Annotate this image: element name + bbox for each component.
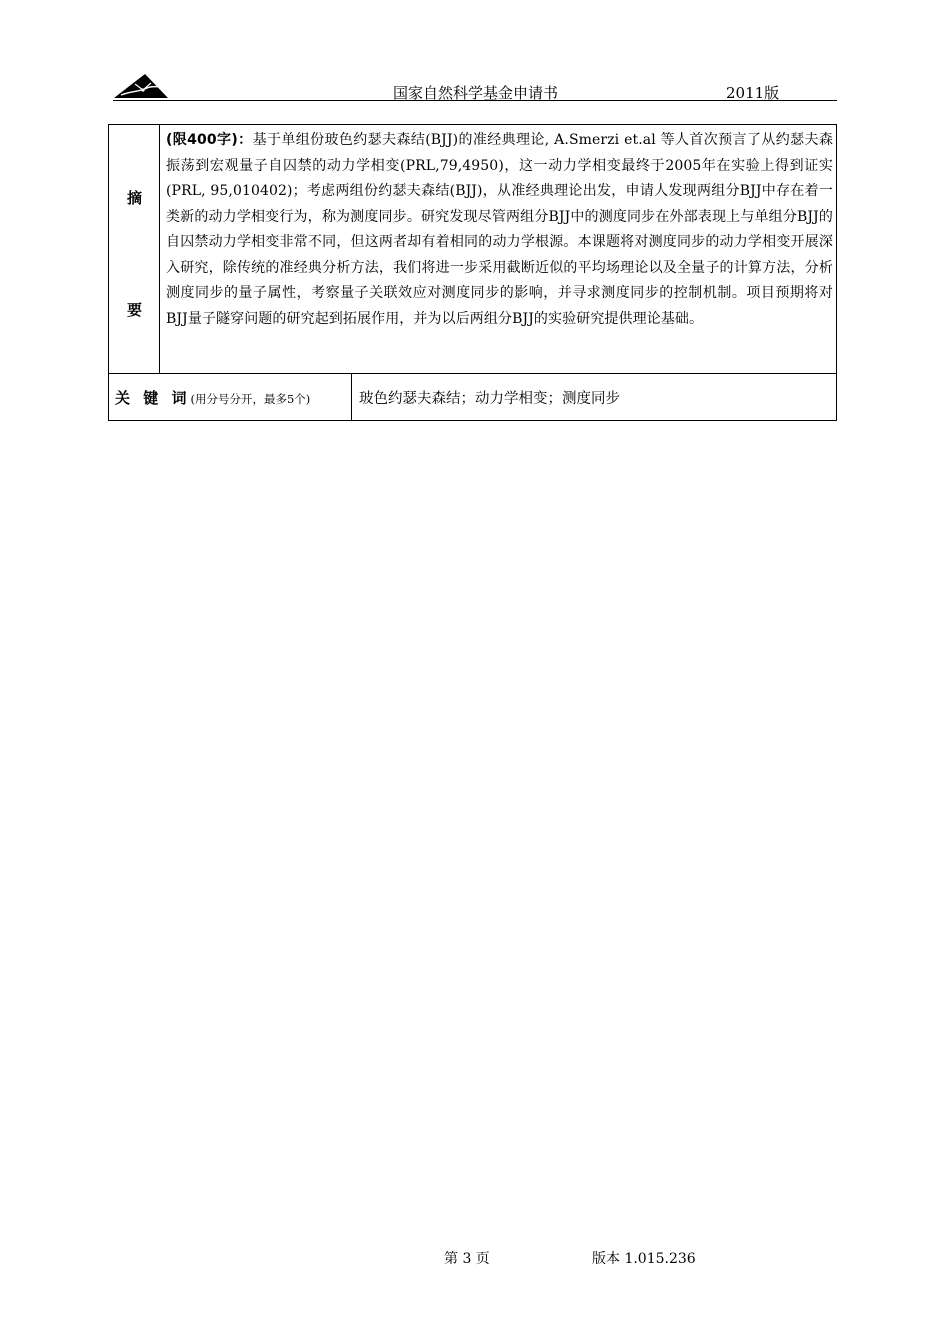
header-rule bbox=[113, 100, 837, 101]
footer-page-number: 第 3 页 bbox=[444, 1251, 490, 1267]
keywords-value: 玻色约瑟夫森结；动力学相变；测度同步 bbox=[359, 390, 620, 407]
header-title: 国家自然科学基金申请书 bbox=[393, 84, 559, 102]
abstract-text: 基于单组份玻色约瑟夫森结(BJJ)的准经典理论, A.Smerzi et.al 等人首次预言了从约瑟夫森振荡到宏观量子自囚禁的动力学相变(PRL,79,4950)，这一动力学相变最终于2005年在实验上得到证实(PRL, 95,010402)；考虑两组份约瑟夫森结(BJJ)，从准经典理论出发，申请人发现两组分BJJ中存在着一类新的动力学相变行为，称为测度同步。研究发现尽管两组分BJJ中的测度同步在外部表现上与单组分BJJ的自囚禁动力学相变非常不同，但这两者却有着相同的动力学根源。本课题将对测度同步的动力学相变开展深入研究，除传统的准经典分析方法，我们将进一步采用截断近似的平均场理论以及全量子的计算方法，分析测度同步的量子属性，考察量子关联效应对测度同步的影响，并寻求测度同步的控制机制。项目预期将对BJJ量子隧穿问题的研究起到拓展作用，并为以后两组分BJJ的实验研究提供理论基础。 bbox=[166, 132, 833, 327]
abstract-limit-label: (限400字)： bbox=[166, 132, 253, 148]
abstract-body bbox=[160, 125, 836, 336]
footer-version: 版本 1.015.236 bbox=[592, 1251, 696, 1267]
keywords-label: 关 键 词 bbox=[115, 388, 191, 407]
abstract-label-cell bbox=[109, 125, 160, 374]
abstract-content-cell bbox=[160, 125, 837, 374]
abstract-row bbox=[109, 125, 837, 374]
keywords-row bbox=[109, 374, 837, 421]
keywords-hint: (用分号分开，最多5个) bbox=[190, 391, 311, 406]
abstract-label-char-1: 摘 bbox=[126, 189, 142, 207]
header-version: 2011版 bbox=[726, 84, 780, 102]
keywords-label-cell bbox=[109, 374, 352, 421]
application-table bbox=[108, 124, 837, 421]
abstract-label-char-2: 要 bbox=[126, 301, 142, 319]
keywords-value-cell bbox=[352, 374, 837, 421]
nsfc-logo-icon bbox=[113, 71, 169, 99]
